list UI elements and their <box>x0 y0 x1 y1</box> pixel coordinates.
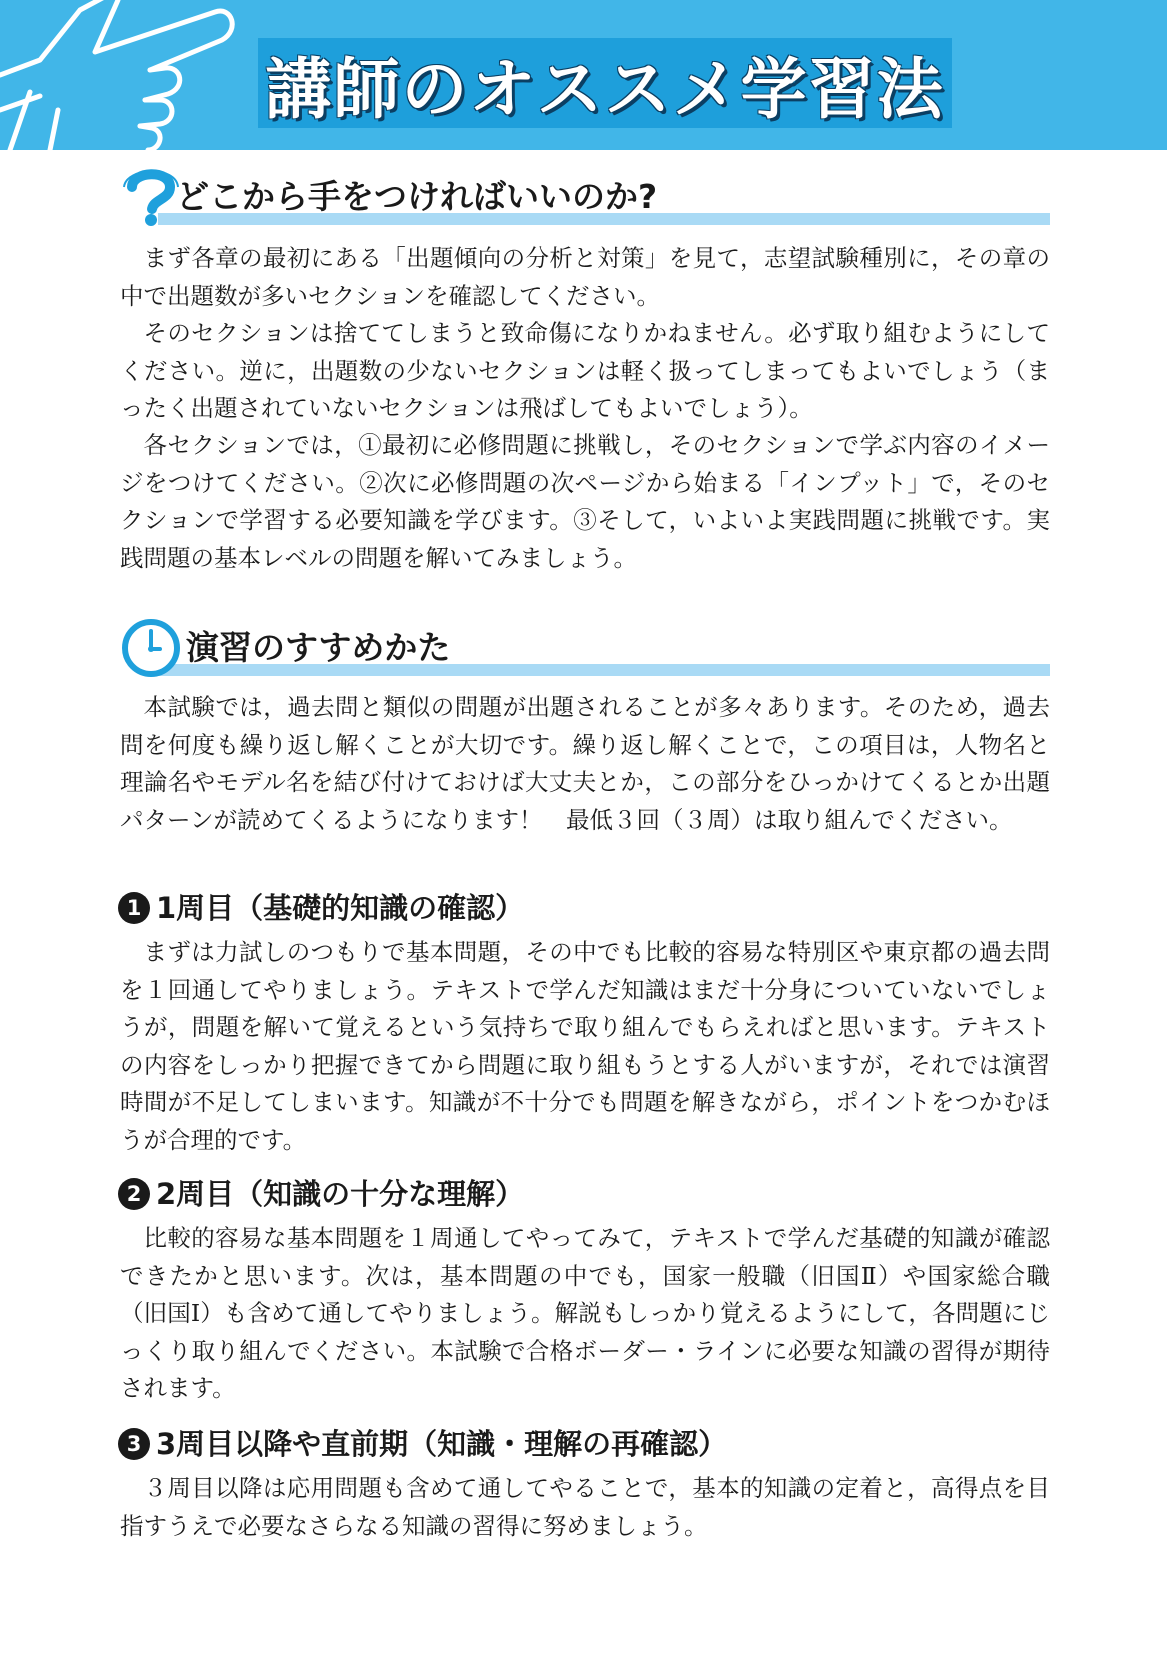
step-title: 3周目以降や直前期（知識・理解の再確認） <box>156 1427 728 1461</box>
step-number-badge: 1 <box>118 892 150 924</box>
paragraph: まずは力試しのつもりで基本問題，その中でも比較的容易な特別区や東京都の過去問を１回通してやりましょう。テキストで学んだ知識はまだ十分身についていないでしょうが，問題を解いて覚えるという気持ちで取り組んでもらえればと思います。テキストの内容をしっかり把握できてから問題に取り組もうとする人がいますが，それでは演習時間が不足してしまいます。知識が不十分でも問題を解きながら，ポイントをつかむほうが合理的です。 <box>120 938 1050 1154</box>
paragraph: 各セクションでは，①最初に必修問題に挑戦し，そのセクションで学ぶ内容のイメージをつけてください。②次に必修問題の次ページから始まる「インプット」で，そのセクションで学習する必要知識を学びます。③そして，いよいよ実践問題に挑戦です。実践問題の基本レベルの問題を解いてみましょう。 <box>120 431 1050 572</box>
paragraph: 本試験では，過去問と類似の問題が出題されることが多々あります。そのため，過去問を何度も繰り返し解くことが大切です。繰り返し解くことで，この項目は，人物名と理論名やモデル名を結び付けておけば大丈夫とか，この部分をひっかけてくるとか出題パターンが読めてくるようになります！ 最低３回（３周）は取り組んでください。 <box>120 693 1050 834</box>
clock-icon <box>120 616 184 678</box>
paragraph: まず各章の最初にある「出題傾向の分析と対策」を見て，志望試験種別に，その章の中で出題数が多いセクションを確認してください。 <box>120 244 1050 310</box>
step-heading-3 <box>118 1422 1048 1463</box>
section-heading-text: どこから手をつければいいのか? <box>176 177 658 216</box>
section-heading-where-to-start <box>120 165 1050 227</box>
header-banner <box>0 0 1167 150</box>
question-icon <box>120 165 184 227</box>
step-number-badge: 2 <box>118 1178 150 1210</box>
paragraph: そのセクションは捨ててしまうと致命傷になりかねません。必ず取り組むようにしてください。逆に，出題数の少ないセクションは軽く扱ってしまってもよいでしょう（まったく出題されていないセクションは飛ばしてもよいでしょう）。 <box>120 319 1050 422</box>
section-heading-practice <box>120 616 1050 678</box>
page-title: 講師のオススメ学習法 <box>265 50 945 128</box>
step-title: 2周目（知識の十分な理解） <box>156 1177 525 1211</box>
step-heading-1 <box>118 886 1048 927</box>
step-heading-2 <box>118 1172 1048 1213</box>
step-title: 1周目（基礎的知識の確認） <box>156 891 525 925</box>
step-number-badge: 3 <box>118 1428 150 1460</box>
paragraph: ３周目以降は応用問題も含めて通してやることで，基本的知識の定着と，高得点を目指すうえで必要なさらなる知識の習得に努めましょう。 <box>120 1474 1050 1540</box>
paragraph: 比較的容易な基本問題を１周通してやってみて，テキストで学んだ基礎的知識が確認できたかと思います。次は，基本問題の中でも，国家一般職（旧国Ⅱ）や国家総合職（旧国Ⅰ）も含めて通してやりましょう。解説もしっかり覚えるようにして，各問題にじっくり取り組んでください。本試験で合格ボーダー・ラインに必要な知識の習得が期待されます。 <box>120 1224 1050 1402</box>
pointing-hand-icon <box>0 0 250 150</box>
section-heading-text: 演習のすすめかた <box>186 628 451 667</box>
